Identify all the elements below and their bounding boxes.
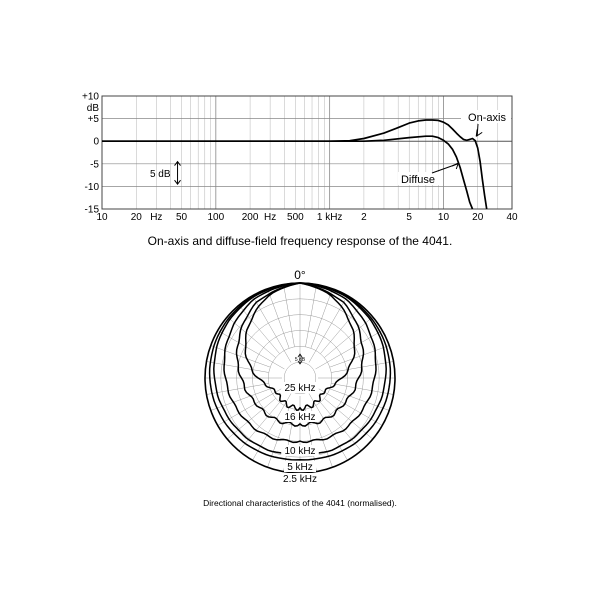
polar-series-label-25-khz: 25 kHz	[284, 383, 316, 394]
fr-x-tick-label: 100	[207, 212, 225, 223]
fr-series	[102, 120, 487, 209]
fr-x-tick-label: 20	[130, 212, 142, 223]
fr-y-tick-label: -10	[84, 181, 99, 193]
fr-y-tick-label: +10	[82, 91, 99, 103]
polar-series-label-16-khz: 16 kHz	[284, 412, 316, 423]
fr-annotation-on-axis-label: On-axis	[468, 112, 506, 124]
fr-x-tick-label: 200	[241, 212, 259, 223]
fr-x-tick-label: 20	[472, 212, 484, 223]
polar-spoke	[218, 331, 285, 370]
fr-x-tick-label: 10	[437, 212, 450, 223]
fr-grid	[102, 96, 512, 209]
polar-caption: Directional characteristics of the 4041 (normalised).	[203, 498, 397, 508]
frequency-response-chart	[82, 92, 518, 224]
frequency-response-caption: On-axis and diffuse-field frequency response of the 4041.	[147, 234, 453, 248]
fr-tick-labels	[82, 92, 518, 224]
fr-series-line-on-axis	[102, 120, 487, 209]
fr-x-tick-label: 10	[96, 212, 108, 223]
fr-x-unit-label: Hz	[150, 212, 163, 223]
fr-y-tick-label: -15	[84, 204, 99, 216]
fr-annotation-on-axis-arrowhead	[476, 129, 482, 136]
fr-x-tick-label: 50	[175, 212, 188, 223]
polar-series-label-2-5-khz: 2.5 kHz	[283, 474, 317, 485]
polar-series-label-10-khz: 10 kHz	[284, 446, 316, 457]
fr-x-tick-label: 500	[287, 212, 304, 223]
polar-series-label-5-khz: 5 kHz	[287, 462, 313, 473]
fr-x-tick-label: 1 kHz	[316, 212, 343, 223]
fr-x-tick-label: 5	[406, 212, 412, 223]
fr-y-tick-label: -5	[90, 159, 99, 171]
fr-scale-bar-label: 5 dB	[149, 168, 171, 180]
polar-chart	[205, 268, 395, 485]
fr-y-unit-label: dB	[86, 103, 99, 114]
fr-x-tick-label: 2	[361, 212, 367, 223]
polar-zero-degree-label: 0°	[294, 268, 306, 282]
fr-plot-frame	[102, 96, 512, 209]
polar-spoke	[316, 331, 383, 370]
polar-grid	[205, 283, 395, 473]
fr-y-tick-label: 0	[93, 136, 99, 148]
fr-x-unit-label: Hz	[264, 212, 277, 223]
fr-y-tick-label: +5	[87, 114, 99, 126]
fr-x-tick-label: 40	[506, 212, 518, 223]
polar-scale-label: 5 dB	[294, 357, 306, 363]
fr-annotation-diffuse-label: Diffuse	[400, 174, 436, 186]
fr-5db-scale-bar	[150, 162, 181, 185]
